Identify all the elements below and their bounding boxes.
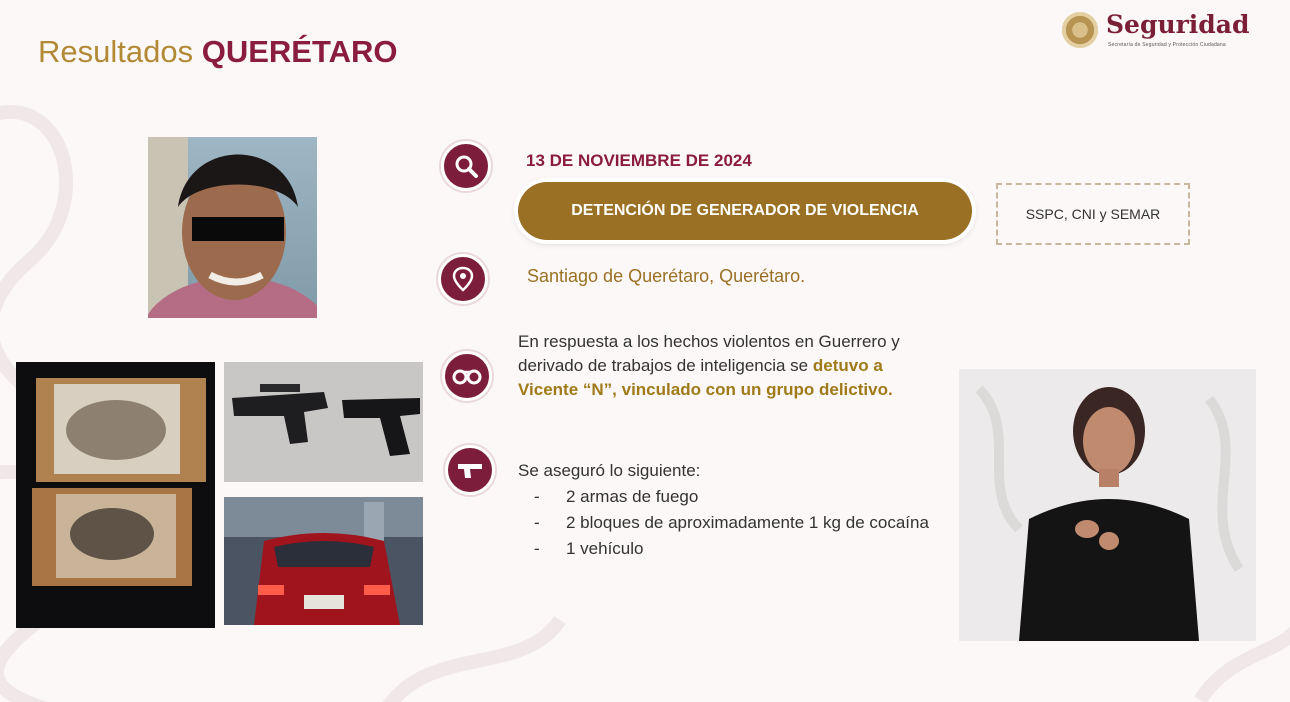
case-headline: DETENCIÓN DE GENERADOR DE VIOLENCIA [518, 182, 972, 240]
page-title: Resultados QUERÉTARO [38, 34, 398, 69]
sign-language-interpreter [959, 369, 1256, 641]
detainee-highlight: detuvo a Vicente “N”, vinculado con un grupo delictivo. [518, 356, 893, 399]
vehicle-photo [224, 497, 423, 625]
firearms-photo [224, 362, 423, 482]
logo-name: Seguridad [1106, 10, 1250, 39]
seized-item: - 2 armas de fuego [534, 484, 956, 510]
location-pin-icon [438, 254, 488, 304]
logo-subtitle: Secretaría de Seguridad y Protección Ciudadana [1108, 42, 1226, 48]
cocaine-blocks-photo [16, 362, 215, 628]
case-date: 13 DE NOVIEMBRE DE 2024 [526, 151, 752, 170]
detainee-photo [148, 137, 317, 318]
seized-intro: Se aseguró lo siguiente: [518, 461, 701, 480]
seguridad-logo [1062, 12, 1262, 52]
seal-icon [1062, 12, 1098, 48]
search-icon [441, 141, 491, 191]
case-description: En respuesta a los hechos violentos en Guerrero y derivado de trabajos de inteligencia se detuvo a Vicente “N”, vinculado con un grupo delictivo. [518, 332, 900, 399]
seized-list [518, 458, 956, 562]
seized-item: - 2 bloques de aproximadamente 1 kg de cocaína [534, 510, 956, 536]
agencies-box: SSPC, CNI y SEMAR [996, 183, 1190, 245]
gun-icon [445, 445, 495, 495]
seized-item: - 1 vehículo [534, 536, 956, 562]
handcuffs-icon [442, 351, 492, 401]
location-text: Santiago de Querétaro, Querétaro. [527, 266, 806, 286]
